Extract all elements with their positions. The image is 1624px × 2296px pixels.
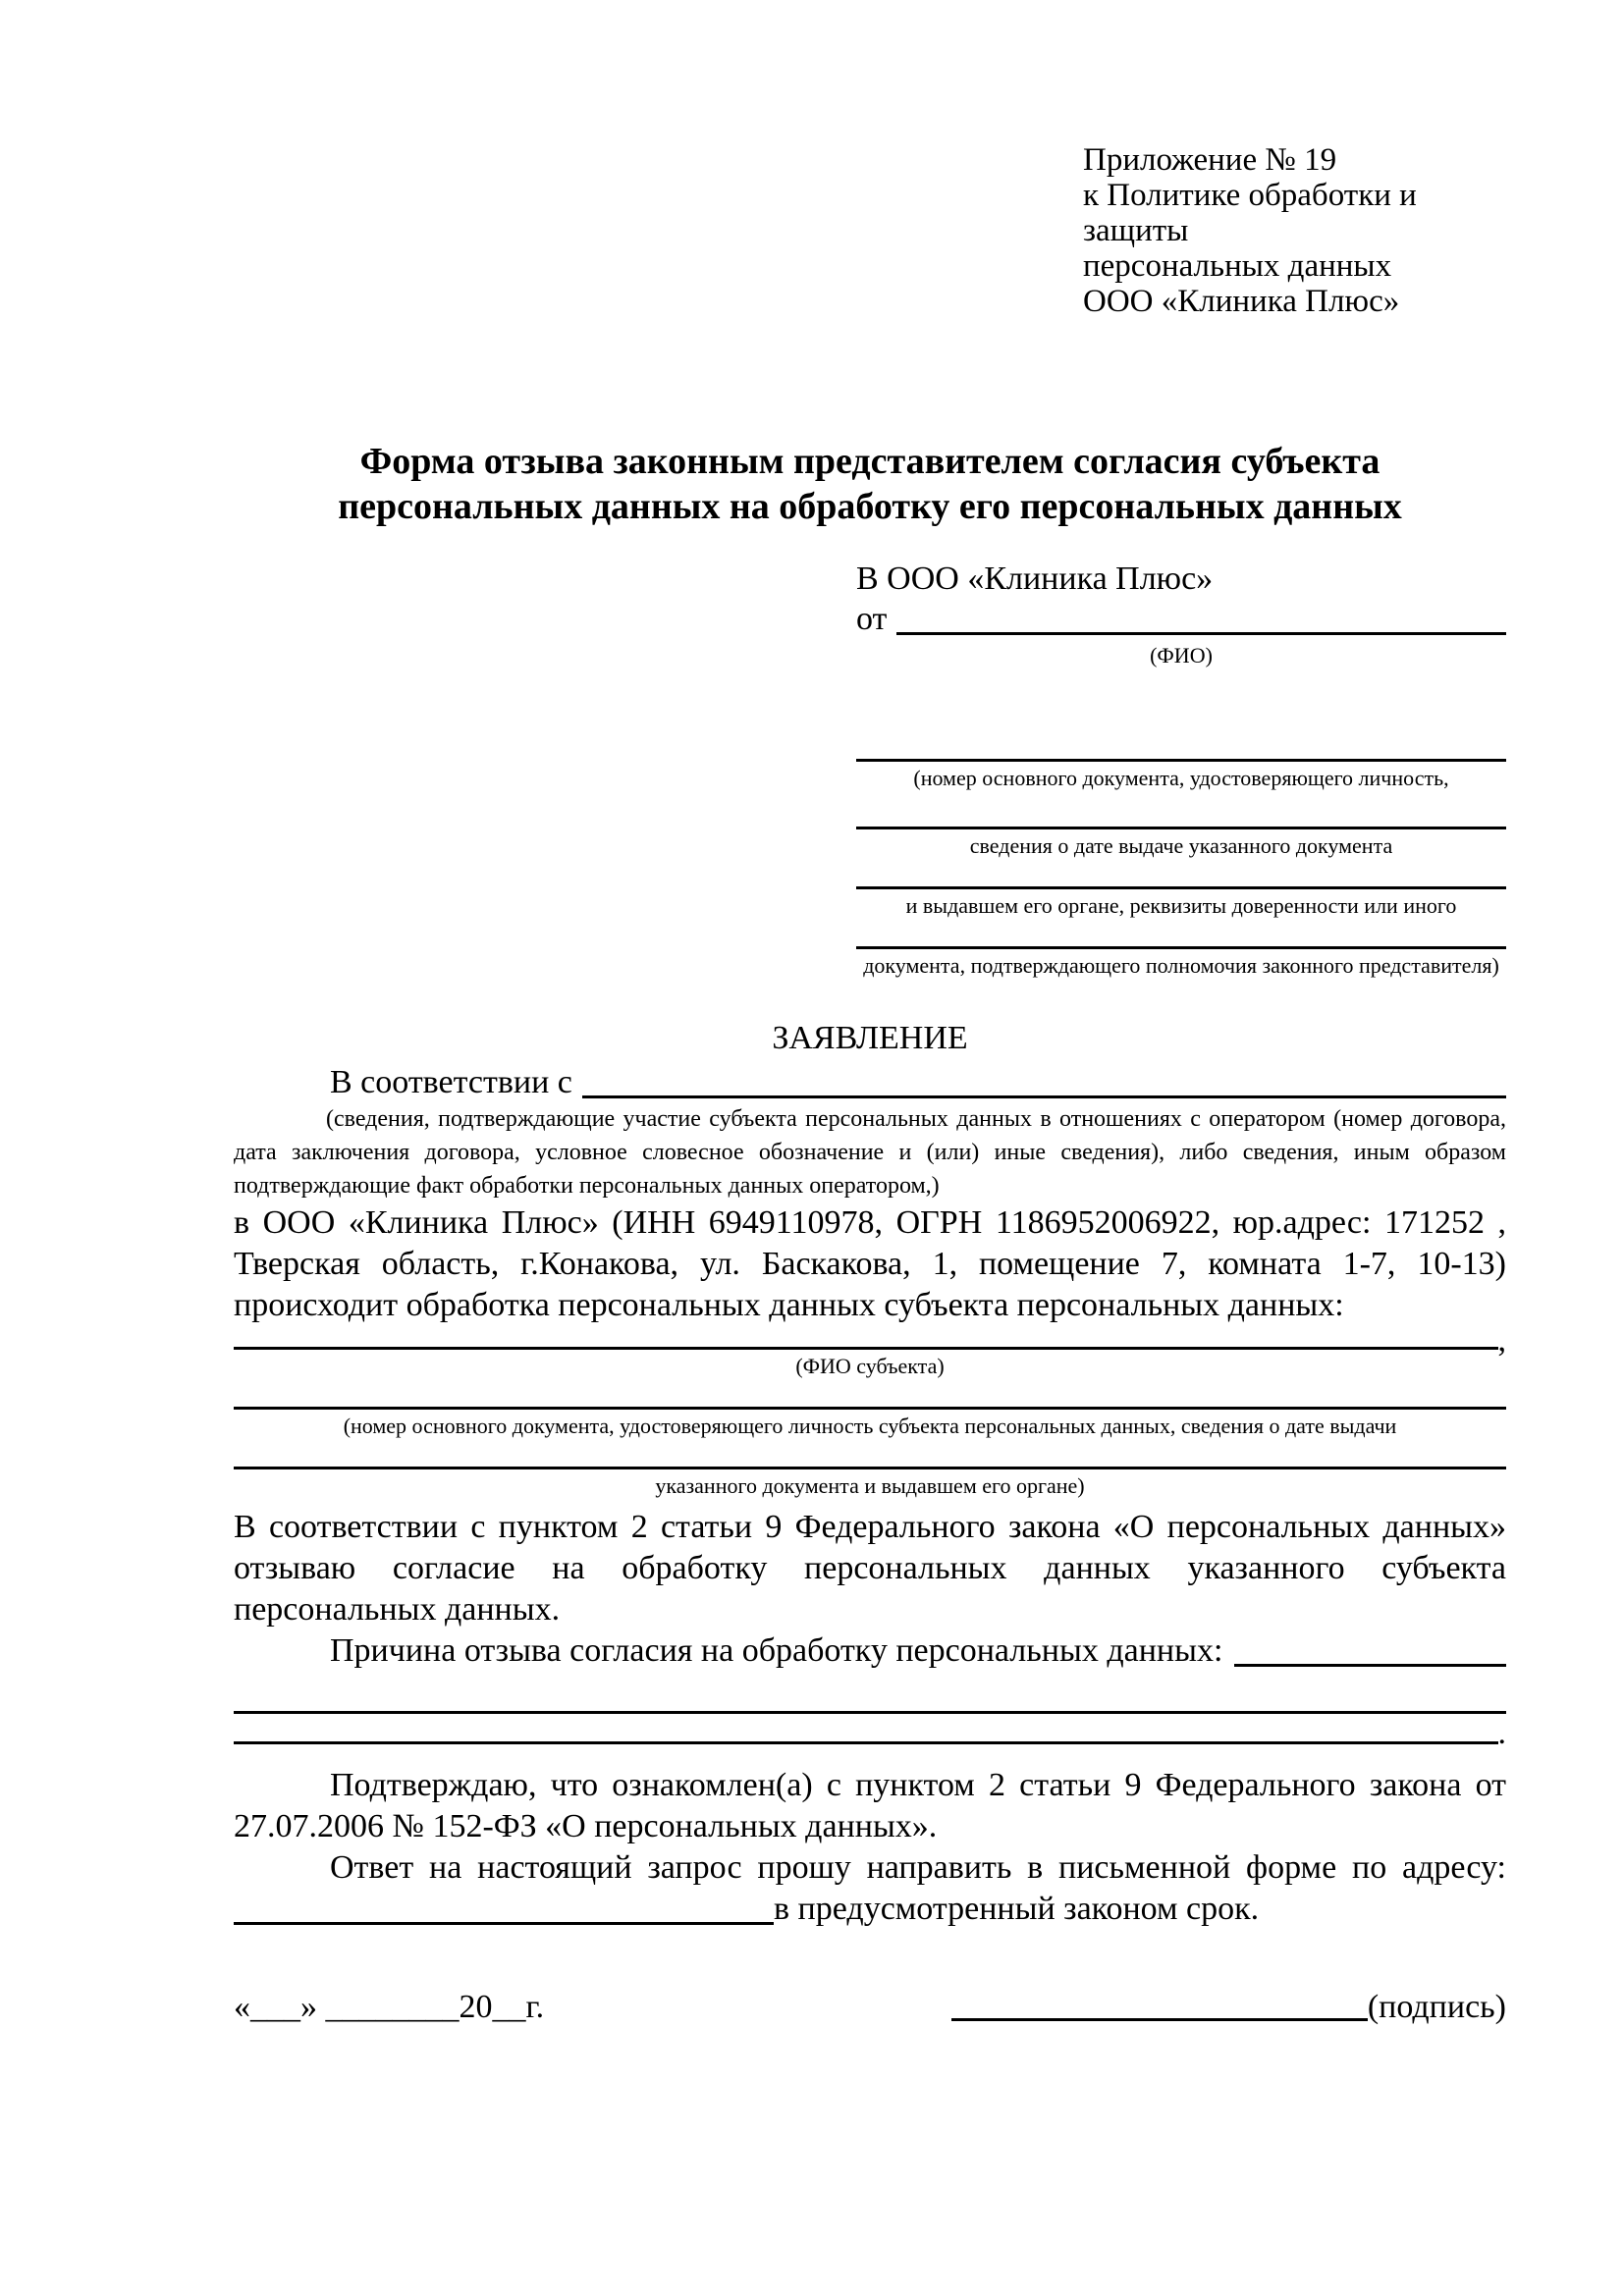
addressee-to: В ООО «Клиника Плюс» (856, 561, 1214, 597)
reply-address-blank-line (234, 1889, 774, 1925)
subject-doc-caption-2: указанного документа и выдавшем его органе) (655, 1473, 1085, 1498)
appendix-line-2: к Политике обработки и защиты (1083, 178, 1417, 248)
subject-doc-blank-line-1 (234, 1379, 1506, 1410)
fio-caption: (ФИО) (1150, 643, 1213, 667)
subject-doc-caption-1: (номер основного документа, удостоверяющего личность субъекта персональных данных, сведения о дате выдачи (343, 1414, 1397, 1438)
withdrawal-paragraph: В соответствии с пунктом 2 статьи 9 Федерального закона «О персональных данных» отзываю согласие на обработку персональных данных указанного субъекта персональных данных. (234, 1509, 1506, 1628)
from-fio-blank-line (896, 600, 1506, 635)
reason-prefix: Причина отзыва согласия на обработку персональных данных: (330, 1632, 1223, 1669)
addressee-block (856, 559, 1506, 979)
document-content (234, 0, 1506, 2028)
subject-comma: , (1497, 1322, 1506, 1359)
footer-row (234, 1987, 1506, 2028)
doc-date-blank-line (856, 791, 1506, 829)
signature-group (951, 1987, 1506, 2028)
doc-number-blank-line (856, 668, 1506, 762)
appendix-line-4: ООО «Клиника Плюс» (1083, 284, 1400, 319)
reason-blank-line-2 (234, 1672, 1506, 1714)
doc-caption-1: (номер основного документа, удостоверяющего личность, (913, 766, 1449, 790)
addressee-from-row (856, 600, 1506, 639)
appendix-block (1083, 142, 1506, 319)
intro-row (234, 1063, 1506, 1102)
subject-fio-blank-line (234, 1326, 1498, 1350)
signature-caption: (подпись) (1367, 1989, 1506, 2025)
appendix-line-3: персональных данных (1083, 248, 1392, 284)
intro-note: (сведения, подтверждающие участие субъекта персональных данных в отношениях с оператором (номер договора, дата заключения договора, условное словесное обозначение и (или) иные сведения), либо сведения, иным образом подтверждающие факт обработки персональных данных оператором,) (234, 1106, 1506, 1199)
subject-doc-blank-line-2 (234, 1439, 1506, 1469)
intro-blank-line (582, 1063, 1506, 1098)
document-title-line-2: персональных данных на обработку его персональных данных (338, 486, 1402, 527)
confirm-paragraph: Подтверждаю, что ознакомлен(а) с пунктом 2 статьи 9 Федерального закона от 27.07.2006 № 152-ФЗ «О персональных данных». (234, 1767, 1506, 1844)
doc-caption-4: документа, подтверждающего полномочия законного представителя) (863, 953, 1499, 978)
appendix-line-1: Приложение № 19 (1083, 142, 1337, 178)
subject-fio-caption: (ФИО субъекта) (795, 1354, 945, 1378)
doc-caption-2: сведения о дате выдаче указанного документа (969, 833, 1393, 858)
statement-heading: ЗАЯВЛЕНИЕ (772, 1020, 968, 1056)
operator-paragraph: в ООО «Клиника Плюс» (ИНН 6949110978, ОГРН 1186952006922, юр.адрес: 171252 , Тверская область, г.Конакова, ул. Баскакова, 1, помещение 7, комната 1-7, 10-13) происходит обработка персональных данных субъекта персональных данных: (234, 1204, 1506, 1323)
reason-last-line-row (234, 1714, 1506, 1751)
reason-period: . (1497, 1715, 1506, 1751)
reason-row (234, 1630, 1506, 1672)
reply-suffix: в предусмотренный законом срок. (774, 1891, 1260, 1927)
reason-blank-line-1 (1234, 1630, 1506, 1667)
doc-caption-3: и выдавшем его органе, реквизиты доверенности или иного (905, 893, 1457, 918)
reply-paragraph: Ответ на настоящий запрос прошу направить в письменной форме по адресу: (330, 1849, 1506, 1886)
signature-blank-line (951, 2018, 1368, 2021)
document-title (234, 439, 1506, 529)
date-line: «___» ________20__г. (234, 1989, 545, 2025)
document-title-line-1: Форма отзыва законным представителем согласия субъекта (359, 441, 1380, 482)
reply-address-row (234, 1889, 1506, 1930)
subject-fio-row (234, 1322, 1506, 1359)
intro-prefix: В соответствии с (330, 1064, 572, 1100)
doc-issuer-blank-line (856, 859, 1506, 889)
reason-blank-line-3 (234, 1714, 1498, 1744)
from-label: от (856, 601, 888, 637)
doc-authority-blank-line (856, 919, 1506, 949)
